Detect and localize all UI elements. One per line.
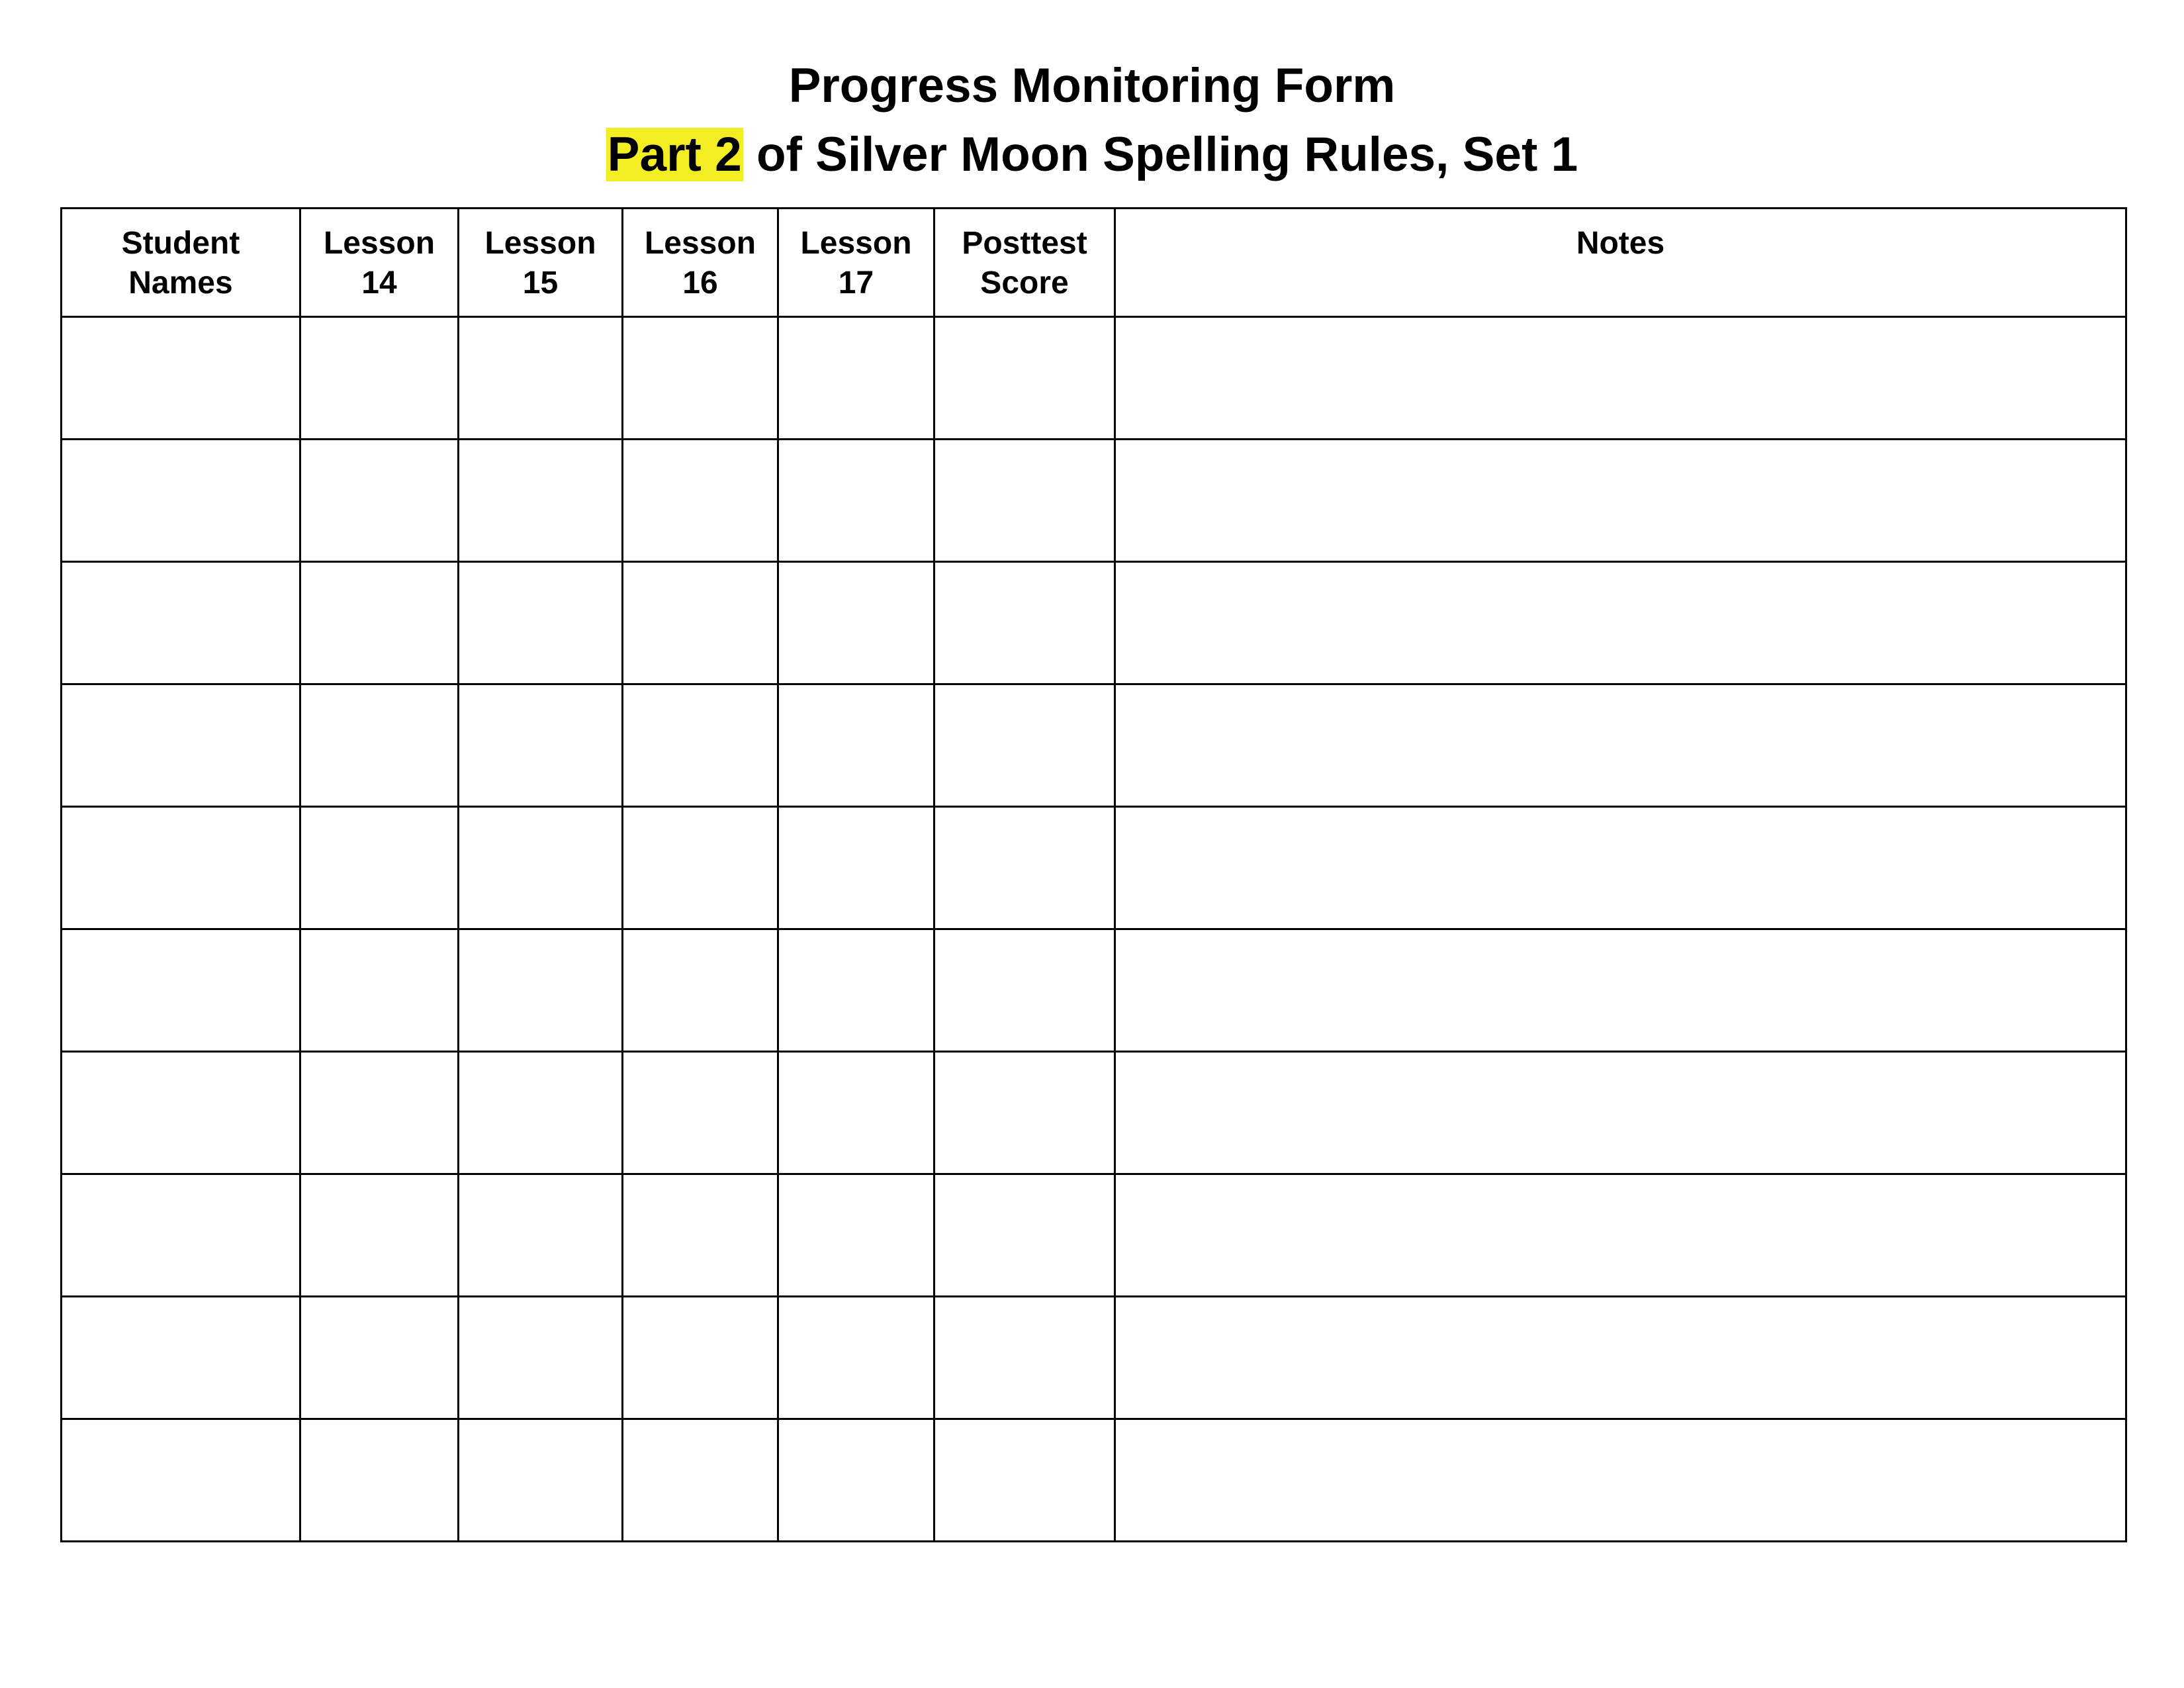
lesson-16-cell [623, 1052, 778, 1174]
posttest-score-cell [934, 1052, 1115, 1174]
lesson-15-cell [459, 1174, 623, 1297]
lesson-15-cell [459, 317, 623, 440]
subtitle-text: of Silver Moon Spelling Rules, Set 1 [743, 128, 1578, 181]
lesson-17-cell [778, 1297, 934, 1419]
student-name-cell [62, 684, 300, 807]
lesson-16-cell [623, 1297, 778, 1419]
lesson-15-cell [459, 807, 623, 929]
student-name-cell [62, 929, 300, 1052]
posttest-score-cell [934, 1419, 1115, 1542]
lesson-14-cell [300, 684, 459, 807]
lesson-16-cell [623, 1174, 778, 1297]
notes-cell [1115, 1419, 2126, 1542]
col-header-student-names: Student Names [62, 209, 300, 317]
lesson-14-cell [300, 1297, 459, 1419]
lesson-17-cell [778, 807, 934, 929]
posttest-score-cell [934, 929, 1115, 1052]
notes-cell [1115, 1174, 2126, 1297]
table-row [62, 807, 2126, 929]
posttest-score-cell [934, 440, 1115, 562]
table-row [62, 1297, 2126, 1419]
student-name-cell [62, 1052, 300, 1174]
form-header [0, 52, 2184, 189]
form-subtitle [0, 120, 2184, 189]
lesson-14-cell [300, 929, 459, 1052]
student-name-cell [62, 317, 300, 440]
posttest-score-cell [934, 1297, 1115, 1419]
lesson-15-cell [459, 1052, 623, 1174]
lesson-14-cell [300, 1052, 459, 1174]
table-row [62, 684, 2126, 807]
table-row [62, 1174, 2126, 1297]
table-body [62, 317, 2126, 1542]
lesson-16-cell [623, 929, 778, 1052]
col-header-lesson-17: Lesson 17 [778, 209, 934, 317]
notes-cell [1115, 562, 2126, 684]
progress-table [60, 207, 2127, 1542]
lesson-16-cell [623, 440, 778, 562]
form-title: Progress Monitoring Form [788, 59, 1396, 113]
posttest-score-cell [934, 684, 1115, 807]
notes-cell [1115, 1052, 2126, 1174]
col-header-lesson-14: Lesson 14 [300, 209, 459, 317]
lesson-17-cell [778, 440, 934, 562]
notes-cell [1115, 929, 2126, 1052]
lesson-17-cell [778, 1419, 934, 1542]
student-name-cell [62, 562, 300, 684]
lesson-17-cell [778, 562, 934, 684]
table-row [62, 1419, 2126, 1542]
lesson-14-cell [300, 317, 459, 440]
lesson-15-cell [459, 684, 623, 807]
student-name-cell [62, 807, 300, 929]
lesson-17-cell [778, 1052, 934, 1174]
lesson-15-cell [459, 562, 623, 684]
lesson-14-cell [300, 807, 459, 929]
lesson-16-cell [623, 807, 778, 929]
student-name-cell [62, 440, 300, 562]
posttest-score-cell [934, 562, 1115, 684]
table-row [62, 317, 2126, 440]
notes-cell [1115, 440, 2126, 562]
posttest-score-cell [934, 807, 1115, 929]
notes-cell [1115, 1297, 2126, 1419]
part-highlight: Part 2 [607, 128, 742, 181]
lesson-15-cell [459, 440, 623, 562]
notes-cell [1115, 317, 2126, 440]
lesson-14-cell [300, 1174, 459, 1297]
col-header-notes: Notes [1115, 209, 2126, 317]
table-row [62, 562, 2126, 684]
lesson-17-cell [778, 317, 934, 440]
table-row [62, 1052, 2126, 1174]
col-header-lesson-15: Lesson 15 [459, 209, 623, 317]
lesson-17-cell [778, 684, 934, 807]
lesson-16-cell [623, 562, 778, 684]
lesson-15-cell [459, 929, 623, 1052]
notes-cell [1115, 684, 2126, 807]
student-name-cell [62, 1419, 300, 1542]
lesson-15-cell [459, 1297, 623, 1419]
table-row [62, 929, 2126, 1052]
lesson-16-cell [623, 1419, 778, 1542]
lesson-14-cell [300, 562, 459, 684]
col-header-posttest-score: Posttest Score [934, 209, 1115, 317]
posttest-score-cell [934, 1174, 1115, 1297]
header-row [62, 209, 2126, 317]
student-name-cell [62, 1174, 300, 1297]
notes-cell [1115, 807, 2126, 929]
posttest-score-cell [934, 317, 1115, 440]
lesson-15-cell [459, 1419, 623, 1542]
lesson-17-cell [778, 1174, 934, 1297]
lesson-14-cell [300, 1419, 459, 1542]
lesson-14-cell [300, 440, 459, 562]
lesson-16-cell [623, 684, 778, 807]
table-row [62, 440, 2126, 562]
lesson-17-cell [778, 929, 934, 1052]
col-header-lesson-16: Lesson 16 [623, 209, 778, 317]
lesson-16-cell [623, 317, 778, 440]
student-name-cell [62, 1297, 300, 1419]
